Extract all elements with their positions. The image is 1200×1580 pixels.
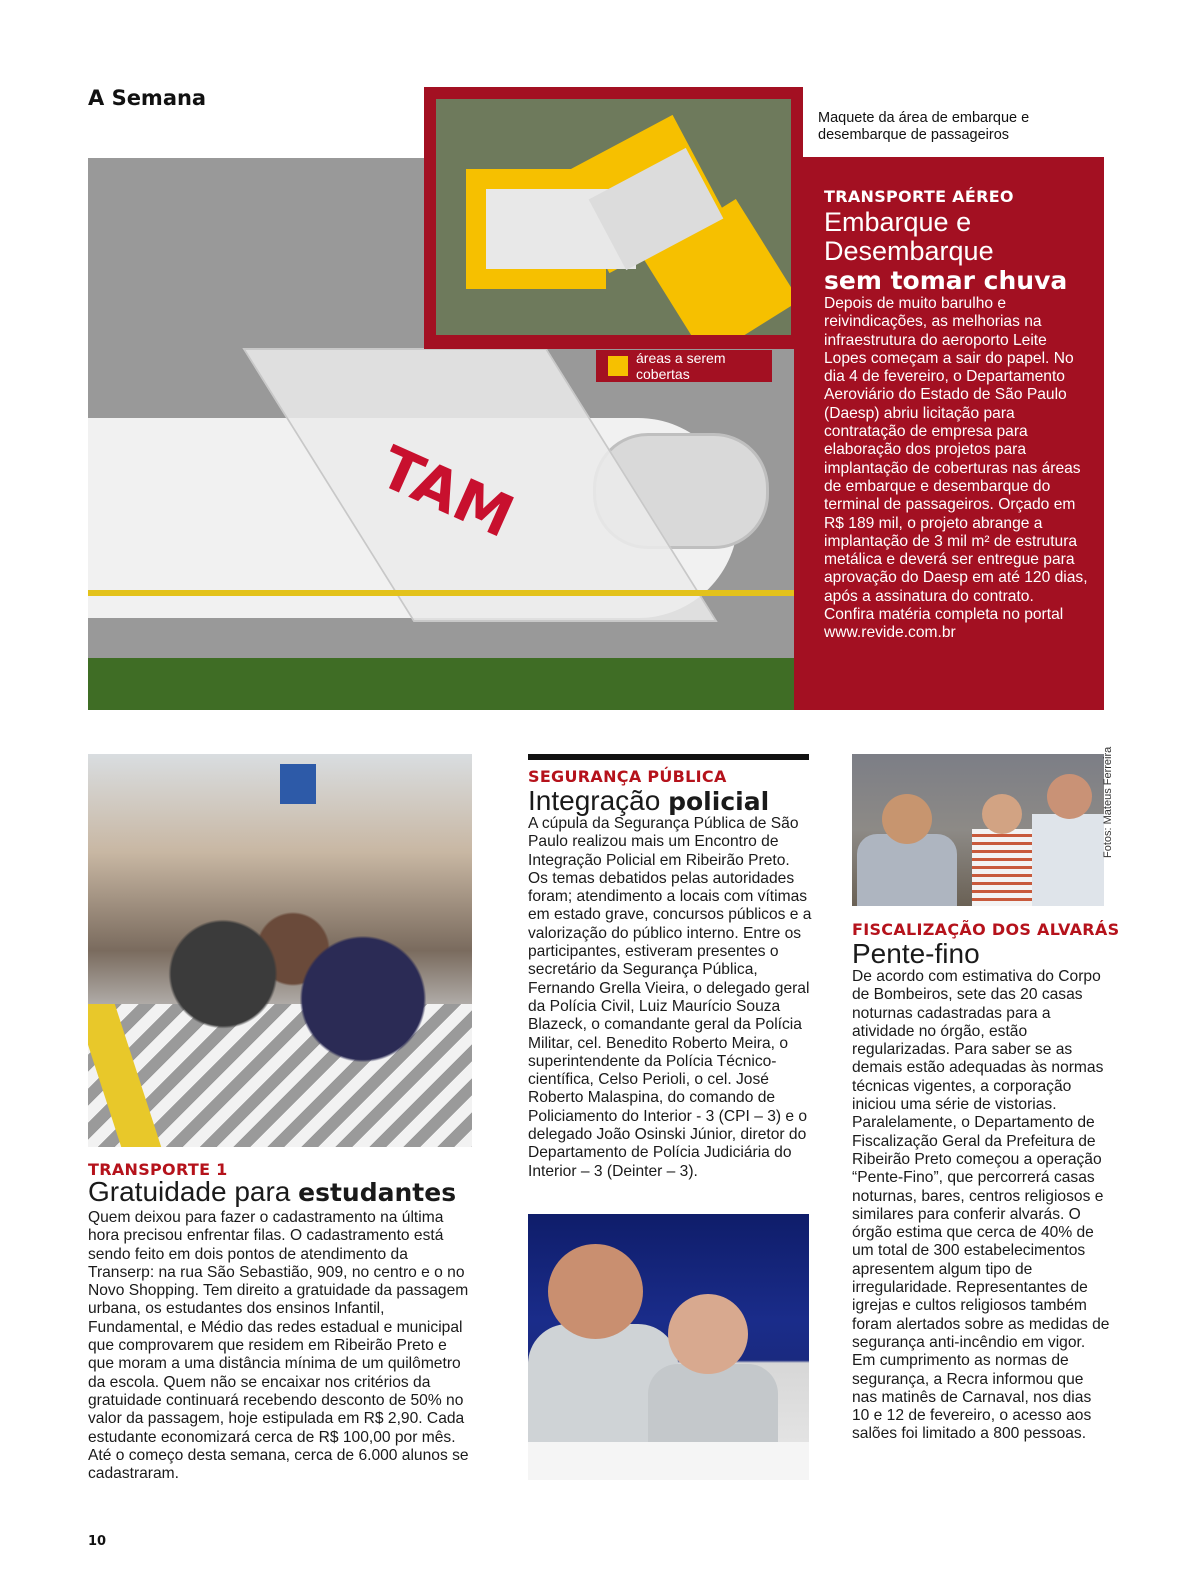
- person-2-body: [972, 829, 1032, 906]
- article3-kicker: FISCALIZAÇÃO DOS ALVARÁS: [852, 920, 1120, 939]
- aerial-map: [436, 99, 791, 335]
- feature-body: Depois de muito barulho e reivindicações, as melhorias na infraestrutura do aeroporto Leite Lopes começam a sair do papel. No dia 4 de fevereiro, o Departamento Aeroviário do Estado de São Paulo (Daesp) abriu licitação para contratação de empresa para elaboração dos projetos para implantação de coberturas nas áreas de embarque e desembarque do terminal de passageiros. Orçado em R$ 189 mil, o projeto abrange a implantação de 3 mil m² de estrutura metálica e deverá ser entregue para aprovação do Daesp em até 120 dias, após a assinatura do contrato. Confira matéria completa no portal www.revide.com.br: [824, 295, 1088, 642]
- tam-logo: TAM: [370, 432, 524, 552]
- legend-label: áreas a serem cobertas: [636, 349, 726, 382]
- aerial-map-inset: [424, 87, 803, 349]
- article3-headline: Pente-fino: [852, 938, 980, 969]
- legend-swatch: [608, 356, 628, 376]
- person-1-body: [857, 834, 957, 906]
- police-meeting-photo: [528, 1214, 809, 1480]
- conference-table: [528, 1442, 809, 1480]
- feature-headline-light: Embarque e Desembarque: [824, 207, 994, 266]
- page-number: 10: [88, 1534, 107, 1549]
- inspection-photo: [852, 754, 1104, 906]
- section-title: A Semana: [88, 86, 207, 110]
- article2-kicker: SEGURANÇA PÚBLICA: [528, 767, 727, 786]
- article2-headline: [528, 785, 769, 818]
- map-legend: [596, 350, 772, 382]
- column-rule: [528, 754, 809, 760]
- crowd-shape: [118, 874, 468, 1124]
- person-3-body: [1032, 814, 1104, 906]
- feature-kicker: TRANSPORTE AÉREO: [824, 187, 1014, 206]
- article1-headline: [88, 1176, 456, 1209]
- students-queue-photo: [88, 754, 472, 1147]
- inset-caption: Maquete da área de embarque e desembarque de passageiros: [818, 110, 1030, 143]
- person-2-head: [982, 794, 1022, 834]
- officer-2-head: [668, 1294, 748, 1374]
- photo-credit-text: Fotos: Mateus Ferreira: [1102, 746, 1114, 858]
- article2-headline-light: Integração: [528, 785, 661, 816]
- article1-body: Quem deixou para fazer o cadastramento na última hora precisou enfrentar filas. O cadastramento está sendo feito em dois pontos de atendimento da Transerp: na rua São Sebastião, 909, no centro e o no Novo Shopping. Tem direito a gratuidade da passagem urbana, os estudantes dos ensinos Infantil, Fundamental, e Médio das redes estadual e municipal que comprovarem que residem em Ribeirão Preto e que moram a uma distância mínima de um quilômetro da escola. Quem não se encaixar nos critérios da gratuidade continuará recebendo desconto de 50% no valor da passagem, hoje estipulada em R$ 2,90. Cada estudante economizará cerca de R$ 100,00 por mês. Até o começo desta semana, cerca de 6.000 alunos se cadastraram.: [88, 1209, 469, 1483]
- person-1-head: [882, 794, 932, 844]
- article2-body: A cúpula da Segurança Pública de São Paulo realizou mais um Encontro de Integração Policial em Ribeirão Preto. Os temas debatidos pelas autoridades foram; atendimento a locais com vítimas em estado grave, concursos públicos e a valorização do público interno. Entre os participantes, estiveram presentes o secretário da Segurança Pública, Fernando Grella Vieira, o delegado geral da Polícia Civil, Luiz Maurício Souza Blazeck, o comandante geral da Polícia Militar, cel. Benedito Roberto Meira, o superintendente da Polícia Técnico-científica, Celso Perioli, o cel. José Roberto Malaspina, do comando de Policiamento do Interior - 3 (CPI – 3) e o delegado João Osinski Júnior, diretor do Departamento de Polícia Judiciária do Interior – 3 (Deinter – 3).: [528, 815, 812, 1180]
- article1-headline-bold: estudantes: [298, 1178, 457, 1207]
- article1-headline-light: Gratuidade para: [88, 1176, 291, 1207]
- grass-strip: [88, 658, 794, 710]
- person-3-head: [1047, 774, 1092, 819]
- feature-headline-bold: sem tomar chuva: [824, 266, 1068, 295]
- article2-headline-bold: policial: [668, 787, 770, 816]
- article3-body: De acordo com estimativa do Corpo de Bombeiros, sete das 20 casas noturnas cadastradas para a atividade no órgão, estão regularizadas. Para saber se as demais estão adequadas às normas técnicas vigentes, a corporação iniciou uma série de vistorias. Paralelamente, o Departamento de Fiscalização Geral da Prefeitura de Ribeirão Preto começou a operação “Pente-Fino”, que percorrerá casas noturnas, bares, centros religiosos e similares para conferir alvarás. O órgão estima que cerca de 40% de um total de 300 estabelecimentos apresentem algum tipo de irregularidade. Representantes de igrejas e cultos religiosos também foram alertados sobre as medidas de segurança anti-incêndio em vigor. Em cumprimento as normas de segurança, a Recra informou que nas matinês de Carnaval, nos dias 10 e 12 de fevereiro, o acesso aos salões foi limitado a 800 pessoas.: [852, 968, 1110, 1443]
- street-sign-icon: [280, 764, 316, 804]
- photo-credit: [1102, 746, 1122, 860]
- article1-kicker: TRANSPORTE 1: [88, 1160, 228, 1179]
- officer-1-head: [548, 1244, 643, 1339]
- yellow-railing: [88, 590, 794, 596]
- feature-box: [794, 157, 1104, 710]
